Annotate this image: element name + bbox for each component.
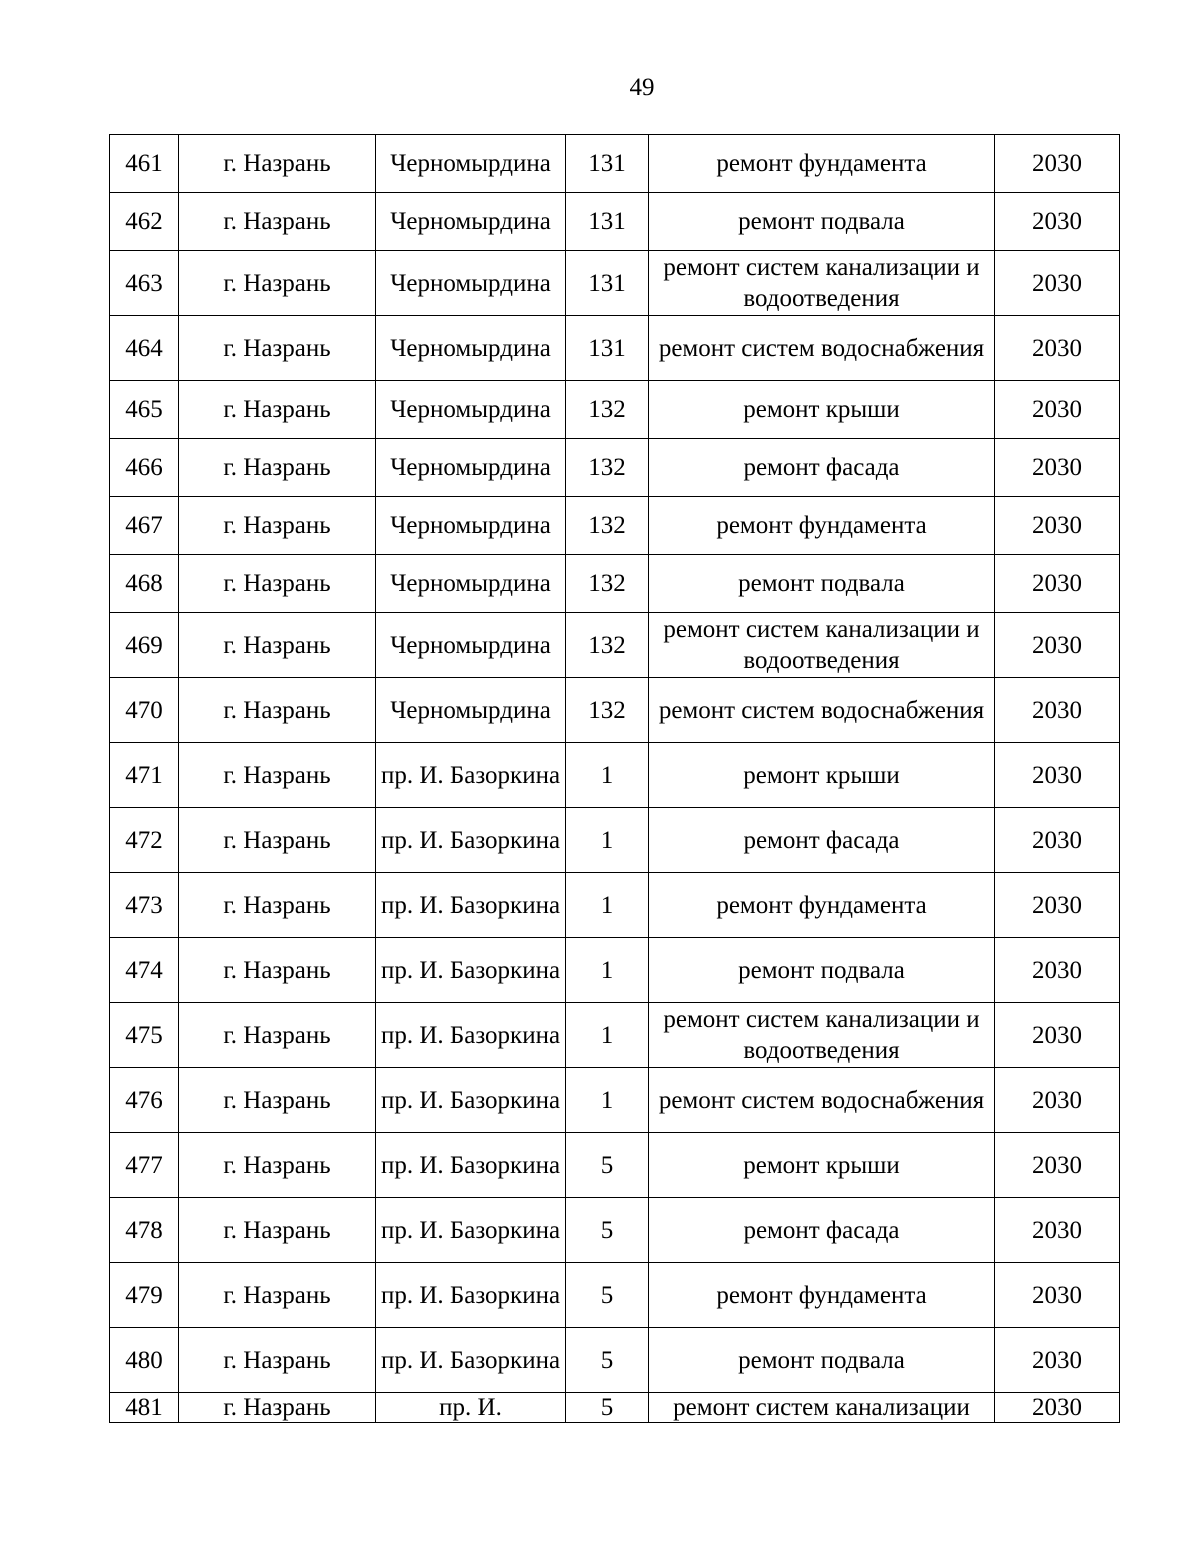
house-number-cell: 132 bbox=[566, 439, 649, 497]
city-cell: г. Назрань bbox=[179, 555, 376, 613]
street-cell: пр. И. Базоркина bbox=[376, 1328, 566, 1393]
city-cell: г. Назрань bbox=[179, 678, 376, 743]
house-number-cell: 1 bbox=[566, 1068, 649, 1133]
street-cell: Черномырдина bbox=[376, 193, 566, 251]
row-number-cell: 461 bbox=[110, 135, 179, 193]
page-number: 49 bbox=[629, 74, 655, 101]
work-type-cell: ремонт подвала bbox=[649, 938, 995, 1003]
row-number-cell: 470 bbox=[110, 678, 179, 743]
city-cell: г. Назрань bbox=[179, 1328, 376, 1393]
work-type-cell: ремонт систем водоснабжения bbox=[649, 316, 995, 381]
table-body bbox=[110, 135, 1120, 1423]
house-number-cell: 131 bbox=[566, 135, 649, 193]
table-row bbox=[110, 808, 1120, 873]
work-type-cell: ремонт фасада bbox=[649, 808, 995, 873]
city-cell: г. Назрань bbox=[179, 316, 376, 381]
street-cell: пр. И. Базоркина bbox=[376, 873, 566, 938]
year-cell: 2030 bbox=[995, 135, 1120, 193]
work-type-cell: ремонт систем канализации bbox=[649, 1393, 995, 1423]
work-type-cell: ремонт крыши bbox=[649, 381, 995, 439]
year-cell: 2030 bbox=[995, 1198, 1120, 1263]
city-cell: г. Назрань bbox=[179, 193, 376, 251]
street-cell: Черномырдина bbox=[376, 135, 566, 193]
table-row bbox=[110, 135, 1120, 193]
street-cell: Черномырдина bbox=[376, 555, 566, 613]
house-number-cell: 5 bbox=[566, 1393, 649, 1423]
street-cell: пр. И. Базоркина bbox=[376, 1068, 566, 1133]
table-row bbox=[110, 1328, 1120, 1393]
table-row bbox=[110, 1393, 1120, 1423]
row-number-cell: 481 bbox=[110, 1393, 179, 1423]
city-cell: г. Назрань bbox=[179, 1393, 376, 1423]
street-cell: Черномырдина bbox=[376, 316, 566, 381]
city-cell: г. Назрань bbox=[179, 1133, 376, 1198]
table-row bbox=[110, 743, 1120, 808]
work-type-cell: ремонт систем канализации и водоотведения bbox=[649, 1003, 995, 1068]
row-number-cell: 471 bbox=[110, 743, 179, 808]
city-cell: г. Назрань bbox=[179, 135, 376, 193]
table-row bbox=[110, 1133, 1120, 1198]
street-cell: пр. И. bbox=[376, 1393, 566, 1423]
house-number-cell: 1 bbox=[566, 873, 649, 938]
table-row bbox=[110, 316, 1120, 381]
row-number-cell: 479 bbox=[110, 1263, 179, 1328]
row-number-cell: 480 bbox=[110, 1328, 179, 1393]
house-number-cell: 132 bbox=[566, 497, 649, 555]
year-cell: 2030 bbox=[995, 1133, 1120, 1198]
work-type-cell: ремонт систем канализации и водоотведения bbox=[649, 251, 995, 316]
house-number-cell: 1 bbox=[566, 808, 649, 873]
house-number-cell: 132 bbox=[566, 555, 649, 613]
street-cell: пр. И. Базоркина bbox=[376, 808, 566, 873]
table-row bbox=[110, 1003, 1120, 1068]
street-cell: пр. И. Базоркина bbox=[376, 1263, 566, 1328]
work-type-cell: ремонт систем водоснабжения bbox=[649, 1068, 995, 1133]
row-number-cell: 466 bbox=[110, 439, 179, 497]
year-cell: 2030 bbox=[995, 193, 1120, 251]
house-number-cell: 5 bbox=[566, 1263, 649, 1328]
year-cell: 2030 bbox=[995, 381, 1120, 439]
house-number-cell: 5 bbox=[566, 1198, 649, 1263]
city-cell: г. Назрань bbox=[179, 808, 376, 873]
row-number-cell: 462 bbox=[110, 193, 179, 251]
house-number-cell: 5 bbox=[566, 1328, 649, 1393]
work-type-cell: ремонт фундамента bbox=[649, 873, 995, 938]
table-row bbox=[110, 1198, 1120, 1263]
work-type-cell: ремонт фундамента bbox=[649, 135, 995, 193]
city-cell: г. Назрань bbox=[179, 873, 376, 938]
city-cell: г. Назрань bbox=[179, 1198, 376, 1263]
row-number-cell: 477 bbox=[110, 1133, 179, 1198]
street-cell: Черномырдина bbox=[376, 381, 566, 439]
street-cell: пр. И. Базоркина bbox=[376, 743, 566, 808]
table-row bbox=[110, 251, 1120, 316]
work-type-cell: ремонт фундамента bbox=[649, 497, 995, 555]
row-number-cell: 472 bbox=[110, 808, 179, 873]
row-number-cell: 469 bbox=[110, 613, 179, 678]
house-number-cell: 5 bbox=[566, 1133, 649, 1198]
work-type-cell: ремонт крыши bbox=[649, 1133, 995, 1198]
work-type-cell: ремонт систем водоснабжения bbox=[649, 678, 995, 743]
street-cell: Черномырдина bbox=[376, 497, 566, 555]
row-number-cell: 463 bbox=[110, 251, 179, 316]
year-cell: 2030 bbox=[995, 1068, 1120, 1133]
house-number-cell: 1 bbox=[566, 1003, 649, 1068]
table-row bbox=[110, 555, 1120, 613]
year-cell: 2030 bbox=[995, 613, 1120, 678]
table-row bbox=[110, 497, 1120, 555]
street-cell: Черномырдина bbox=[376, 613, 566, 678]
work-type-cell: ремонт фасада bbox=[649, 1198, 995, 1263]
year-cell: 2030 bbox=[995, 439, 1120, 497]
table-row bbox=[110, 193, 1120, 251]
street-cell: Черномырдина bbox=[376, 251, 566, 316]
city-cell: г. Назрань bbox=[179, 439, 376, 497]
row-number-cell: 467 bbox=[110, 497, 179, 555]
table-row bbox=[110, 1068, 1120, 1133]
street-cell: пр. И. Базоркина bbox=[376, 1003, 566, 1068]
table-row bbox=[110, 381, 1120, 439]
street-cell: пр. И. Базоркина bbox=[376, 1133, 566, 1198]
city-cell: г. Назрань bbox=[179, 743, 376, 808]
city-cell: г. Назрань bbox=[179, 381, 376, 439]
house-number-cell: 1 bbox=[566, 938, 649, 1003]
house-number-cell: 131 bbox=[566, 193, 649, 251]
repair-schedule-table bbox=[109, 134, 1120, 1423]
city-cell: г. Назрань bbox=[179, 251, 376, 316]
house-number-cell: 132 bbox=[566, 381, 649, 439]
work-type-cell: ремонт фундамента bbox=[649, 1263, 995, 1328]
work-type-cell: ремонт систем канализации и водоотведения bbox=[649, 613, 995, 678]
work-type-cell: ремонт подвала bbox=[649, 1328, 995, 1393]
work-type-cell: ремонт фасада bbox=[649, 439, 995, 497]
year-cell: 2030 bbox=[995, 316, 1120, 381]
year-cell: 2030 bbox=[995, 1263, 1120, 1328]
row-number-cell: 476 bbox=[110, 1068, 179, 1133]
street-cell: Черномырдина bbox=[376, 678, 566, 743]
city-cell: г. Назрань bbox=[179, 613, 376, 678]
row-number-cell: 468 bbox=[110, 555, 179, 613]
row-number-cell: 478 bbox=[110, 1198, 179, 1263]
street-cell: пр. И. Базоркина bbox=[376, 1198, 566, 1263]
house-number-cell: 132 bbox=[566, 613, 649, 678]
row-number-cell: 473 bbox=[110, 873, 179, 938]
work-type-cell: ремонт крыши bbox=[649, 743, 995, 808]
year-cell: 2030 bbox=[995, 743, 1120, 808]
year-cell: 2030 bbox=[995, 873, 1120, 938]
year-cell: 2030 bbox=[995, 1328, 1120, 1393]
city-cell: г. Назрань bbox=[179, 1068, 376, 1133]
table-row bbox=[110, 678, 1120, 743]
table-row bbox=[110, 873, 1120, 938]
year-cell: 2030 bbox=[995, 1393, 1120, 1423]
year-cell: 2030 bbox=[995, 678, 1120, 743]
row-number-cell: 474 bbox=[110, 938, 179, 1003]
year-cell: 2030 bbox=[995, 555, 1120, 613]
table-row bbox=[110, 1263, 1120, 1328]
city-cell: г. Назрань bbox=[179, 938, 376, 1003]
table-row bbox=[110, 439, 1120, 497]
city-cell: г. Назрань bbox=[179, 497, 376, 555]
table-row bbox=[110, 938, 1120, 1003]
row-number-cell: 475 bbox=[110, 1003, 179, 1068]
house-number-cell: 131 bbox=[566, 316, 649, 381]
year-cell: 2030 bbox=[995, 497, 1120, 555]
row-number-cell: 465 bbox=[110, 381, 179, 439]
year-cell: 2030 bbox=[995, 251, 1120, 316]
table-row bbox=[110, 613, 1120, 678]
row-number-cell: 464 bbox=[110, 316, 179, 381]
year-cell: 2030 bbox=[995, 938, 1120, 1003]
street-cell: Черномырдина bbox=[376, 439, 566, 497]
work-type-cell: ремонт подвала bbox=[649, 555, 995, 613]
street-cell: пр. И. Базоркина bbox=[376, 938, 566, 1003]
work-type-cell: ремонт подвала bbox=[649, 193, 995, 251]
house-number-cell: 1 bbox=[566, 743, 649, 808]
year-cell: 2030 bbox=[995, 1003, 1120, 1068]
house-number-cell: 131 bbox=[566, 251, 649, 316]
year-cell: 2030 bbox=[995, 808, 1120, 873]
house-number-cell: 132 bbox=[566, 678, 649, 743]
city-cell: г. Назрань bbox=[179, 1003, 376, 1068]
city-cell: г. Назрань bbox=[179, 1263, 376, 1328]
